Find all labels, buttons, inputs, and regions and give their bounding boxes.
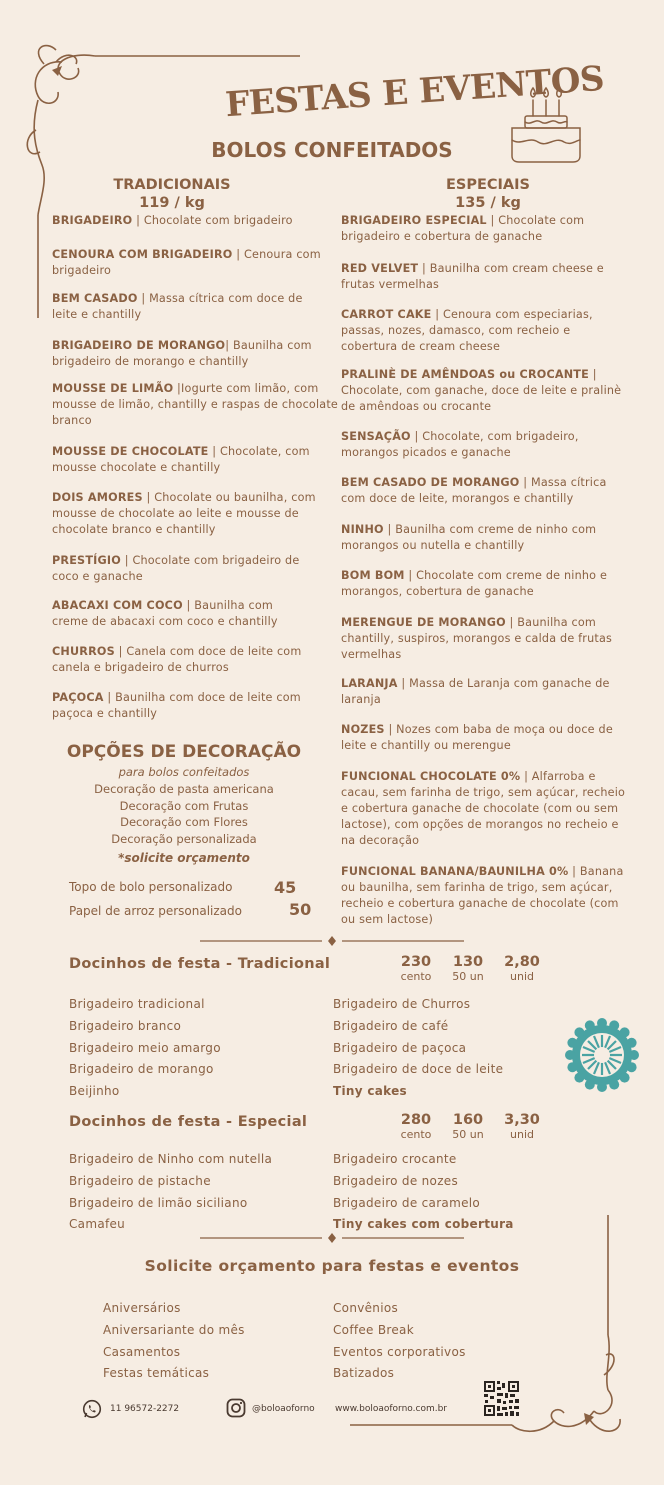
list-item — [341, 307, 623, 355]
item-desc: | Chocolate, com mousse chocolate e chantilly — [52, 445, 310, 474]
item-name: BEM CASADO — [52, 292, 138, 305]
item-name: FUNCIONAL BANANA/BAUNILHA 0% — [341, 865, 569, 878]
docinhos-tradicional-col1 — [69, 994, 221, 1103]
list-item: Brigadeiro de pistache — [69, 1173, 211, 1188]
list-item — [52, 644, 334, 676]
price-cento — [396, 954, 436, 983]
list-item — [341, 864, 633, 928]
item-desc: |Iogurte com limão, com mousse de limão, chantilly e raspas de chocolate branco — [52, 382, 338, 427]
list-item: Eventos corporativos — [333, 1344, 466, 1359]
list-item — [341, 615, 641, 663]
item-name: MOUSSE DE CHOCOLATE — [52, 445, 209, 458]
price-value: 230 — [400, 954, 432, 970]
extra-price: 50 — [289, 900, 312, 919]
list-item: Festas temáticas — [103, 1366, 210, 1381]
price-value: 280 — [400, 1112, 432, 1128]
list-item — [341, 261, 637, 293]
item-name: DOIS AMORES — [52, 491, 143, 504]
decoracao-option: Decoração personalizada — [111, 831, 257, 846]
list-item: Brigadeiro de limão siciliano — [69, 1195, 248, 1210]
list-item — [52, 381, 338, 429]
docinhos-tradicional-col2 — [333, 994, 503, 1103]
list-item — [341, 676, 631, 708]
especiais-price: 135 / kg — [455, 195, 521, 211]
price-value: 3,30 — [504, 1112, 540, 1128]
price-unid — [499, 1112, 545, 1141]
list-item: Batizados — [333, 1366, 395, 1381]
price-unid — [499, 954, 545, 983]
list-item — [52, 291, 328, 323]
list-item: Brigadeiro de caramelo — [333, 1195, 481, 1210]
item-desc: | Chocolate com creme de ninho e morangos, cobertura de ganache — [341, 569, 608, 598]
list-item — [341, 722, 641, 754]
especiais-title: ESPECIAIS — [446, 177, 530, 193]
list-item: Tiny cakes — [333, 1084, 407, 1099]
list-item — [341, 213, 613, 245]
tradicionais-title: TRADICIONAIS — [113, 177, 231, 193]
price-cento — [396, 1112, 436, 1141]
page-title: FESTAS E EVENTOS — [224, 58, 606, 126]
list-item — [341, 429, 631, 461]
phone-number[interactable]: 11 96572-2272 — [110, 1404, 180, 1414]
list-item: Brigadeiro de paçoca — [333, 1040, 467, 1055]
item-desc: | Massa cítrica com doce de leite e chantilly — [52, 292, 303, 321]
price-50un — [448, 1112, 488, 1141]
list-item — [341, 522, 631, 554]
docinhos-especial-col2 — [333, 1149, 514, 1236]
list-item: Coffee Break — [333, 1322, 414, 1337]
list-item: Tiny cakes com cobertura — [333, 1217, 514, 1232]
item-name: PRESTÍGIO — [52, 554, 121, 567]
whatsapp-icon[interactable] — [82, 1399, 102, 1419]
list-item: Convênios — [333, 1301, 399, 1315]
docinhos-especial-col1 — [69, 1149, 272, 1236]
orcamento-col2 — [333, 1298, 466, 1385]
item-desc: | Baunilha com doce de leite com paçoca e chantilly — [52, 691, 301, 720]
item-name: PRALINÈ DE AMÊNDOAS ou CROCANTE — [341, 368, 589, 381]
item-name: CARROT CAKE — [341, 308, 432, 321]
item-name: NOZES — [341, 723, 385, 736]
list-item: Brigadeiro de doce de leite — [333, 1062, 504, 1077]
corner-flourish-top-left — [0, 0, 320, 330]
ornament-divider — [200, 1231, 464, 1245]
item-name: BRIGADEIRO — [52, 214, 133, 227]
list-item: Casamentos — [103, 1344, 181, 1359]
item-name: BRIGADEIRO ESPECIAL — [341, 214, 487, 227]
orcamento-col1 — [103, 1298, 245, 1385]
tradicionais-price: 119 / kg — [139, 195, 205, 211]
item-name: MERENGUE DE MORANGO — [341, 616, 506, 629]
item-name: ABACAXI COM COCO — [52, 599, 183, 612]
list-item: Brigadeiro de nozes — [333, 1173, 459, 1188]
item-desc: | Massa cítrica com doce de leite, morangos e chantilly — [341, 476, 607, 505]
price-value: 2,80 — [504, 954, 540, 970]
decoracao-option: Decoração com Frutas — [119, 798, 249, 813]
extra-label: Papel de arroz personalizado — [69, 904, 242, 918]
orcamento-title: Solicite orçamento para festas e eventos — [144, 1257, 520, 1275]
item-name: CENOURA COM BRIGADEIRO — [52, 248, 233, 261]
list-item: Brigadeiro de café — [333, 1018, 449, 1033]
price-unit: unid — [510, 1128, 534, 1141]
list-item: Brigadeiro de Churros — [333, 997, 471, 1011]
list-item: Brigadeiro de morango — [69, 1062, 214, 1077]
list-item — [341, 475, 631, 507]
list-item — [52, 444, 338, 476]
website-link[interactable]: www.boloaoforno.com.br — [335, 1404, 447, 1414]
list-item — [52, 490, 322, 538]
list-item: Brigadeiro crocante — [333, 1152, 457, 1166]
item-desc: | Chocolate com brigadeiro e cobertura de ganache — [341, 214, 585, 243]
extra-price: 45 — [274, 878, 297, 897]
list-item — [52, 598, 308, 630]
item-name: MOUSSE DE LIMÃO — [52, 382, 174, 395]
item-name: SENSAÇÃO — [341, 430, 411, 443]
list-item: Brigadeiro branco — [69, 1018, 182, 1033]
list-item — [52, 247, 328, 279]
decoracao-subtitle: para bolos confeitados — [118, 765, 250, 779]
price-value: 130 — [452, 954, 484, 970]
list-item: Aniversários — [103, 1301, 181, 1315]
item-name: BRIGADEIRO DE MORANGO — [52, 339, 226, 352]
item-desc: | Chocolate, com ganache, doce de leite e pralinè de amêndoas ou crocante — [341, 368, 622, 413]
item-desc: | Baunilha com creme de ninho com morangos ou nutella e chantilly — [341, 523, 597, 552]
item-desc: | Baunilha com cream cheese e frutas vermelhas — [341, 262, 604, 291]
docinhos-especial-title: Docinhos de festa - Especial — [69, 1114, 308, 1130]
item-name: PAÇOCA — [52, 691, 104, 704]
item-desc: | Baunilha com creme de abacaxi com coco e chantilly — [52, 599, 278, 628]
list-item — [52, 338, 338, 370]
item-name: BOM BOM — [341, 569, 405, 582]
item-desc: | Massa de Laranja com ganache de laranja — [341, 677, 610, 706]
decoracao-note: *solicite orçamento — [118, 851, 250, 865]
item-desc: | Alfarroba e cacau, sem farinha de trigo, sem açúcar, recheio e cobertura ganache de chocolate (com ou sem lactose), com opções de morangos no recheio e na decoração — [341, 770, 626, 847]
list-item: Beijinho — [69, 1084, 120, 1099]
especiais-header — [368, 176, 608, 212]
item-desc: | Chocolate, com brigadeiro, morangos picados e ganache — [341, 430, 579, 459]
item-name: FUNCIONAL CHOCOLATE 0% — [341, 770, 521, 783]
item-desc: | Cenoura com brigadeiro — [52, 248, 321, 277]
item-desc: | Cenoura com especiarias, passas, nozes, damasco, com recheio e cobertura de cream cheese — [341, 308, 593, 353]
list-item: Brigadeiro meio amargo — [69, 1040, 221, 1055]
decoracao-section — [52, 742, 316, 865]
price-unit: cento — [400, 970, 432, 983]
item-name: LARANJA — [341, 677, 398, 690]
item-name: RED VELVET — [341, 262, 419, 275]
list-item — [52, 690, 338, 722]
item-name: NINHO — [341, 523, 384, 536]
list-item — [52, 553, 328, 585]
extra-label: Topo de bolo personalizado — [69, 880, 233, 894]
list-item — [52, 213, 334, 229]
price-unit: unid — [510, 970, 534, 983]
decoracao-extra-row — [69, 900, 319, 919]
price-50un — [448, 954, 488, 983]
list-item — [341, 568, 637, 600]
decoracao-option: Decoração com Flores — [120, 815, 248, 829]
price-unit: 50 un — [452, 970, 484, 983]
instagram-icon[interactable] — [226, 1398, 246, 1418]
item-desc: | Chocolate com brigadeiro — [132, 214, 293, 227]
item-name: BEM CASADO DE MORANGO — [341, 476, 520, 489]
item-desc: | Baunilha com chantilly, suspiros, morangos e calda de frutas vermelhas — [341, 616, 613, 661]
qr-code-icon[interactable] — [483, 1380, 520, 1417]
item-desc: | Chocolate ou baunilha, com mousse de chocolate ao leite e mousse de chocolate branco e chantilly — [52, 491, 316, 536]
price-value: 160 — [452, 1112, 484, 1128]
decoracao-title: OPÇÕES DE DECORAÇÃO — [66, 742, 302, 762]
list-item: Brigadeiro de Ninho com nutella — [69, 1152, 273, 1166]
candy-cup-icon — [567, 1020, 637, 1090]
item-desc: | Chocolate com brigadeiro de coco e ganache — [52, 554, 300, 583]
price-unit: cento — [400, 1128, 432, 1141]
list-item: Camafeu — [69, 1217, 126, 1232]
tradicionais-header — [52, 176, 292, 212]
decoracao-option: Decoração de pasta americana — [94, 782, 274, 796]
price-unit: 50 un — [452, 1128, 484, 1141]
item-name: CHURROS — [52, 645, 115, 658]
ornament-divider — [200, 934, 464, 948]
item-desc: | Baunilha com brigadeiro de morango e chantilly — [52, 339, 312, 368]
list-item — [341, 367, 631, 415]
list-item — [341, 769, 633, 849]
list-item: Brigadeiro tradicional — [69, 997, 205, 1011]
item-desc: | Nozes com baba de moça ou doce de leite e chantilly ou merengue — [341, 723, 613, 752]
section-title-bolos: BOLOS CONFEITADOS — [211, 138, 453, 162]
decoracao-extra-row — [69, 878, 319, 897]
list-item: Aniversariante do mês — [103, 1322, 245, 1337]
docinhos-tradicional-title: Docinhos de festa - Tradicional — [69, 956, 331, 972]
item-desc: | Banana ou baunilha, sem farinha de trigo, sem açúcar, recheio e cobertura ganache de chocolate (com ou sem lactose) — [341, 865, 624, 926]
item-desc: | Canela com doce de leite com canela e brigadeiro de churros — [52, 645, 302, 674]
instagram-handle[interactable]: @boloaoforno — [252, 1404, 315, 1414]
